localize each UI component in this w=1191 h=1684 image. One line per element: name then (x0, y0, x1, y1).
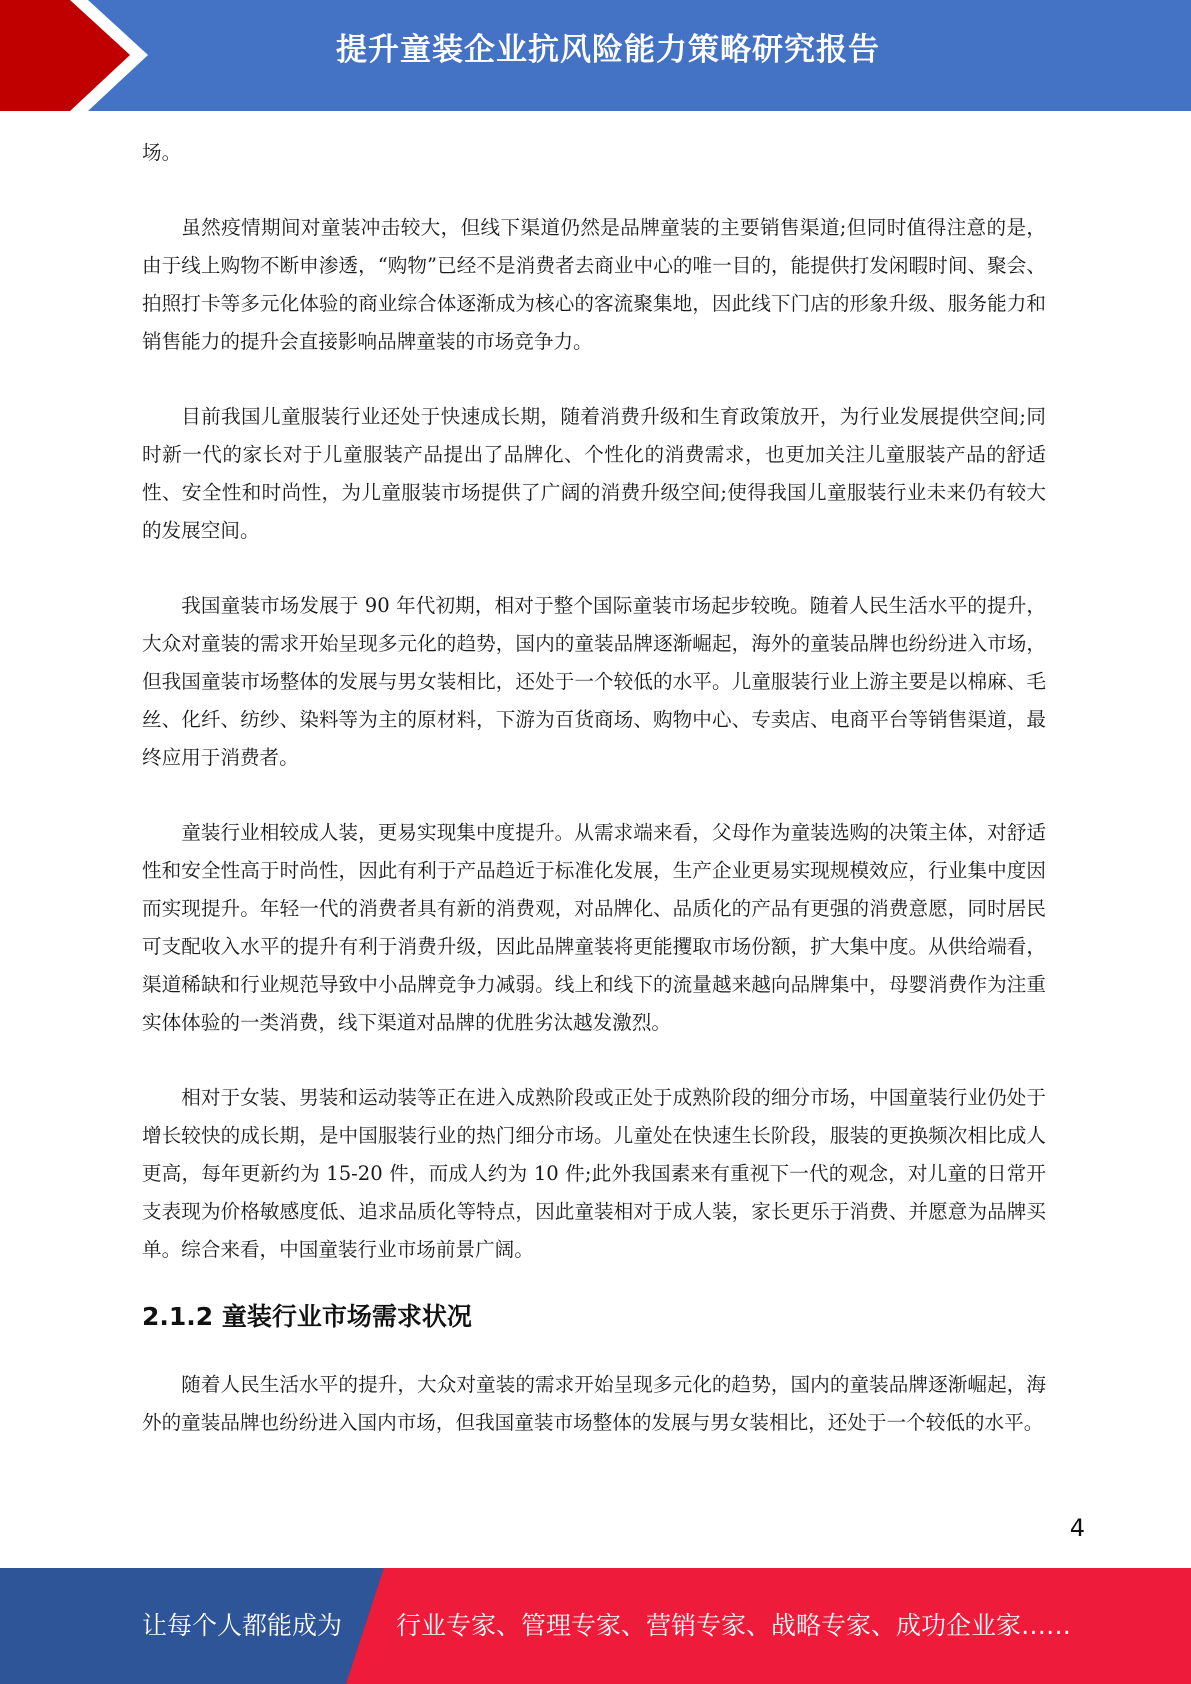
report-title: 提升童装企业抗风险能力策略研究报告 (336, 32, 880, 68)
footer-slogan-right: 行业专家、管理专家、营销专家、战略专家、成功企业家…… (396, 1611, 1072, 1640)
footer-slogan-left: 让每个人都能成为 (142, 1611, 343, 1640)
paragraph: 目前我国儿童服装行业还处于快速成长期，随着消费升级和生育政策放开，为行业发展提供空间;同时新一代的家长对于儿童服装产品提出了品牌化、个性化的消费需求，也更加关注儿童服装产品的舒适性、安全性和时尚性，为儿童服装市场提供了广阔的消费升级空间;使得我国儿童服装行业未来仍有较大的发展空间。 (142, 405, 1046, 542)
paragraph: 虽然疫情期间对童装冲击较大，但线下渠道仍然是品牌童装的主要销售渠道;但同时值得注意的是，由于线上购物不断申渗透，“购物”已经不是消费者去商业中心的唯一目的，能提供打发闲暇时间、聚会、拍照打卡等多元化体验的商业综合体逐渐成为核心的客流聚集地，因此线下门店的形象升级、服务能力和销售能力的提升会直接影响品牌童装的市场竞争力。 (142, 216, 1046, 353)
main-content (142, 134, 1046, 1442)
page-number: 4 (1069, 1514, 1085, 1542)
continuation-text: 场。 (142, 141, 182, 164)
header-banner (0, 0, 1191, 111)
footer-banner (0, 1568, 1191, 1684)
paragraph: 相对于女装、男装和运动装等正在进入成熟阶段或正处于成熟阶段的细分市场，中国童装行业仍处于增长较快的成长期，是中国服装行业的热门细分市场。儿童处在快速生长阶段，服装的更换频次相比成人更高，每年更新约为 15-20 件，而成人约为 10 件;此外我国素来有重视下一代的观念，对儿童的日常开支表现为价格敏感度低、追求品质化等特点，因此童装相对于成人装，家长更乐于消费、并愿意为品牌买单。综合来看，中国童装行业市场前景广阔。 (142, 1086, 1046, 1261)
paragraph: 童装行业相较成人装，更易实现集中度提升。从需求端来看，父母作为童装选购的决策主体，对舒适性和安全性高于时尚性，因此有利于产品趋近于标准化发展，生产企业更易实现规模效应，行业集中度因而实现提升。年轻一代的消费者具有新的消费观，对品牌化、品质化的产品有更强的消费意愿，同时居民可支配收入水平的提升有利于消费升级，因此品牌童装将更能攫取市场份额，扩大集中度。从供给端看，渠道稀缺和行业规范导致中小品牌竞争力减弱。线上和线下的流量越来越向品牌集中，母婴消费作为注重实体体验的一类消费，线下渠道对品牌的优胜劣汰越发激烈。 (142, 821, 1046, 1034)
paragraph: 随着人民生活水平的提升，大众对童装的需求开始呈现多元化的趋势，国内的童装品牌逐渐崛起，海外的童装品牌也纷纷进入国内市场，但我国童装市场整体的发展与男女装相比，还处于一个较低的水平。 (142, 1373, 1046, 1434)
section-heading: 2.1.2 童装行业市场需求状况 (142, 1302, 472, 1331)
paragraph: 我国童装市场发展于 90 年代初期，相对于整个国际童装市场起步较晚。随着人民生活水平的提升，大众对童装的需求开始呈现多元化的趋势，国内的童装品牌逐渐崛起，海外的童装品牌也纷纷进入市场，但我国童装市场整体的发展与男女装相比，还处于一个较低的水平。儿童服装行业上游主要是以棉麻、毛丝、化纤、纺纱、染料等为主的原材料，下游为百货商场、购物中心、专卖店、电商平台等销售渠道，最终应用于消费者。 (142, 594, 1046, 769)
